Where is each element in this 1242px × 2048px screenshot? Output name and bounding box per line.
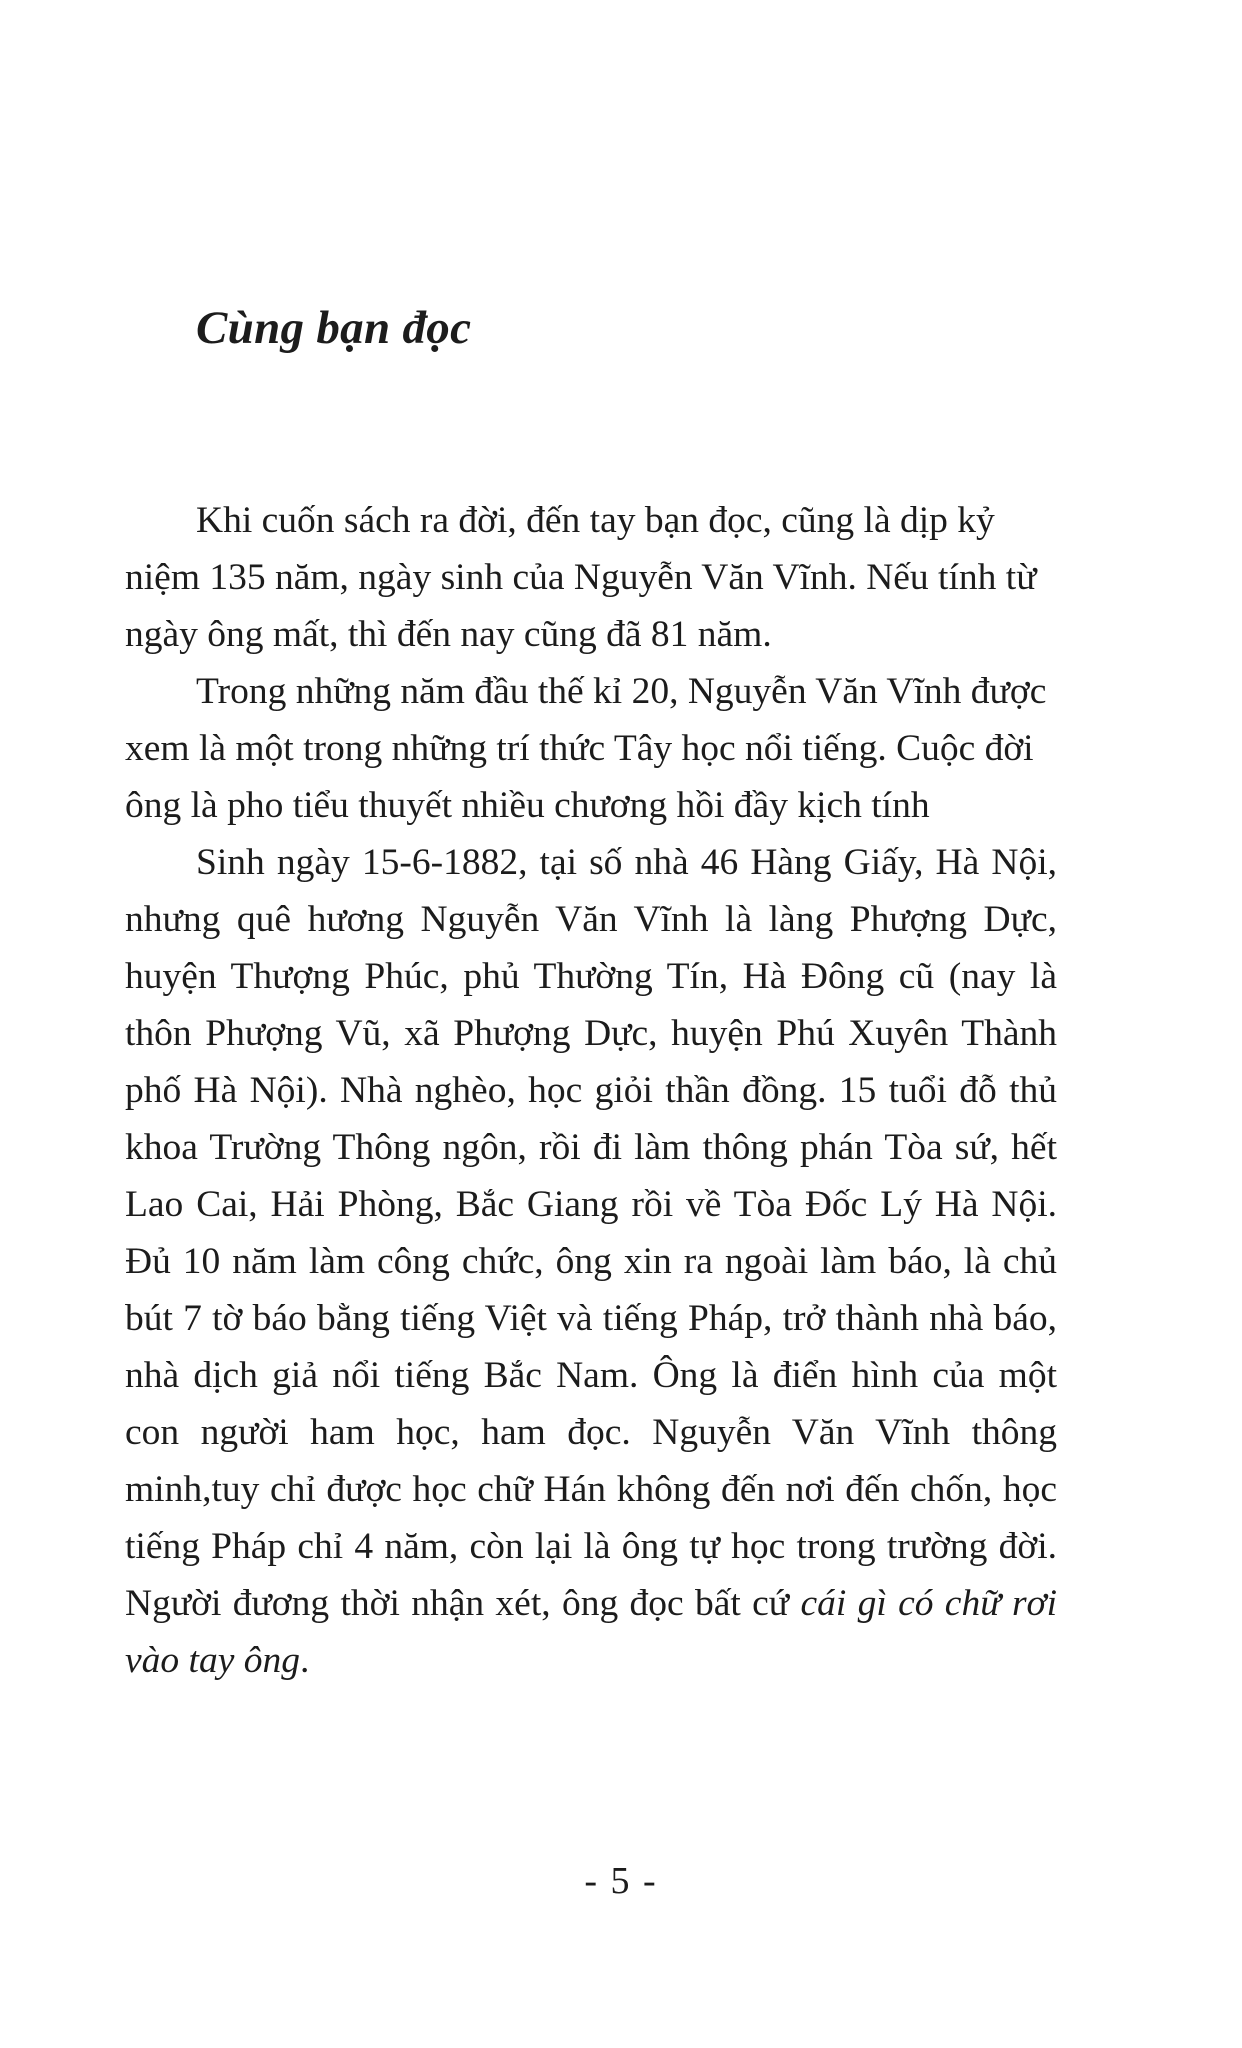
section-heading: Cùng bạn đọc [196, 302, 472, 354]
paragraph-3-end: . [299, 1640, 310, 1681]
paragraph-3-italic-quote: cái gì có chữ rơi vào tay ông [125, 1583, 1057, 1681]
paragraph-3 [125, 834, 1057, 1689]
body-text [125, 492, 1057, 1689]
paragraph-2: Trong những năm đầu thế kỉ 20, Nguyễn Văn Vĩnh được xem là một trong những trí thức Tây học nổi tiếng. Cuộc đời ông là pho tiểu thuyết nhiều chương hồi đầy kịch tính [125, 671, 1047, 826]
paragraph-3-text: Sinh ngày 15-6-1882, tại số nhà 46 Hàng Giấy, Hà Nội, nhưng quê hương Nguyễn Văn Vĩnh là làng Phượng Dực, huyện Thượng Phúc, phủ Thường Tín, Hà Đông cũ (nay là thôn Phượng Vũ, xã Phượng Dực, huyện Phú Xuyên Thành phố Hà Nội). Nhà nghèo, học giỏi thần đồng. 15 tuổi đỗ thủ khoa Trường Thông ngôn, rồi đi làm thông phán Tòa sứ, hết Lao Cai, Hải Phòng, Bắc Giang rồi về Tòa Đốc Lý Hà Nội. Đủ 10 năm làm công chức, ông xin ra ngoài làm báo, là chủ bút 7 tờ báo bằng tiếng Việt và tiếng Pháp, trở thành nhà báo, nhà dịch giả nổi tiếng Bắc Nam. Ông là điển hình của một con người ham học, ham đọc. Nguyễn Văn Vĩnh thông minh,tuy chỉ được học chữ Hán không đến nơi đến chốn, học tiếng Pháp chỉ 4 năm, còn lại là ông tự học trong trường đời. Người đương thời nhận xét, ông đọc bất cứ [125, 842, 1057, 1624]
page-number: - 5 - [584, 1860, 658, 1902]
paragraph-1: Khi cuốn sách ra đời, đến tay bạn đọc, cũng là dịp kỷ niệm 135 năm, ngày sinh của Nguyễn Văn Vĩnh. Nếu tính từ ngày ông mất, thì đến nay cũng đã 81 năm. [125, 500, 1037, 655]
